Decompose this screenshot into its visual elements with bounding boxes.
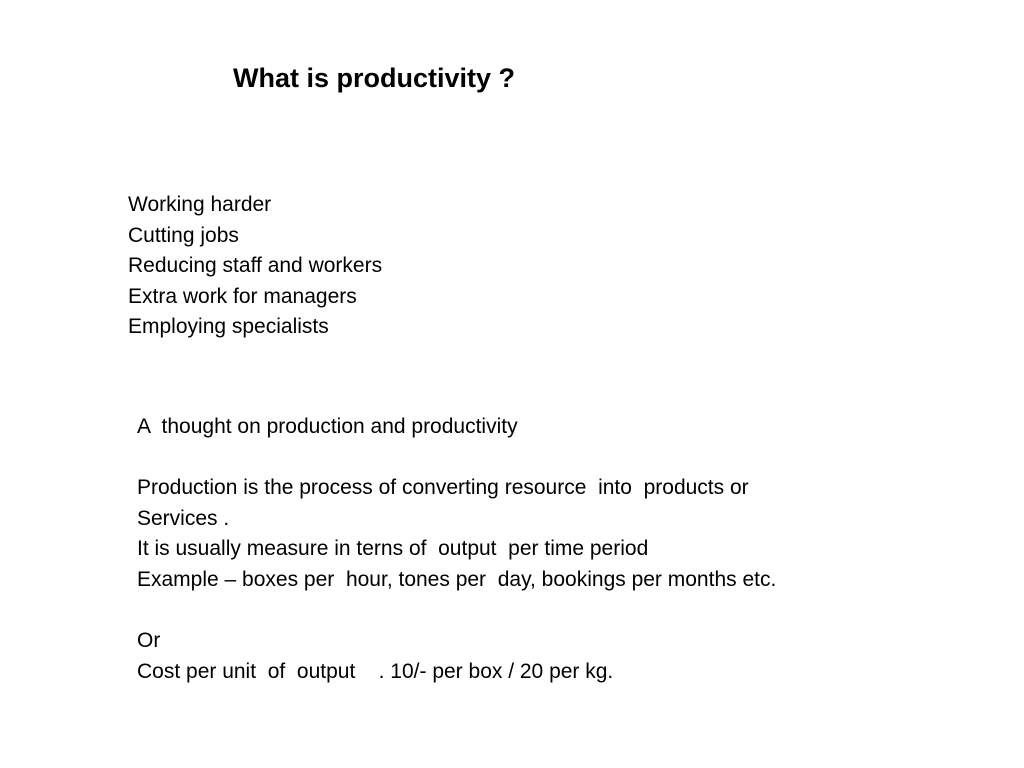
list-item: Extra work for managers <box>128 284 357 308</box>
slide-title: What is productivity ? <box>233 63 516 93</box>
or-line: Or <box>137 629 161 653</box>
definition-line-1: Production is the process of converting resource into products or <box>137 476 749 500</box>
list-item: Employing specialists <box>128 315 329 339</box>
list-item: Cutting jobs <box>128 223 239 247</box>
misconceptions-list <box>128 190 382 343</box>
example-line: Example – boxes per hour, tones per day, bookings per months etc. <box>137 567 777 591</box>
definition-line-2: Services . <box>137 506 230 530</box>
list-item: Reducing staff and workers <box>128 254 383 278</box>
spacer <box>137 443 977 474</box>
list-item: Working harder <box>128 193 272 216</box>
spacer <box>137 596 977 627</box>
thought-section <box>137 412 977 687</box>
thought-heading: A thought on production and productivity <box>137 415 518 438</box>
measure-line: It is usually measure in terns of output per time period <box>137 537 649 561</box>
cost-line: Cost per unit of output . 10/- per box / 20 per kg. <box>137 659 614 683</box>
